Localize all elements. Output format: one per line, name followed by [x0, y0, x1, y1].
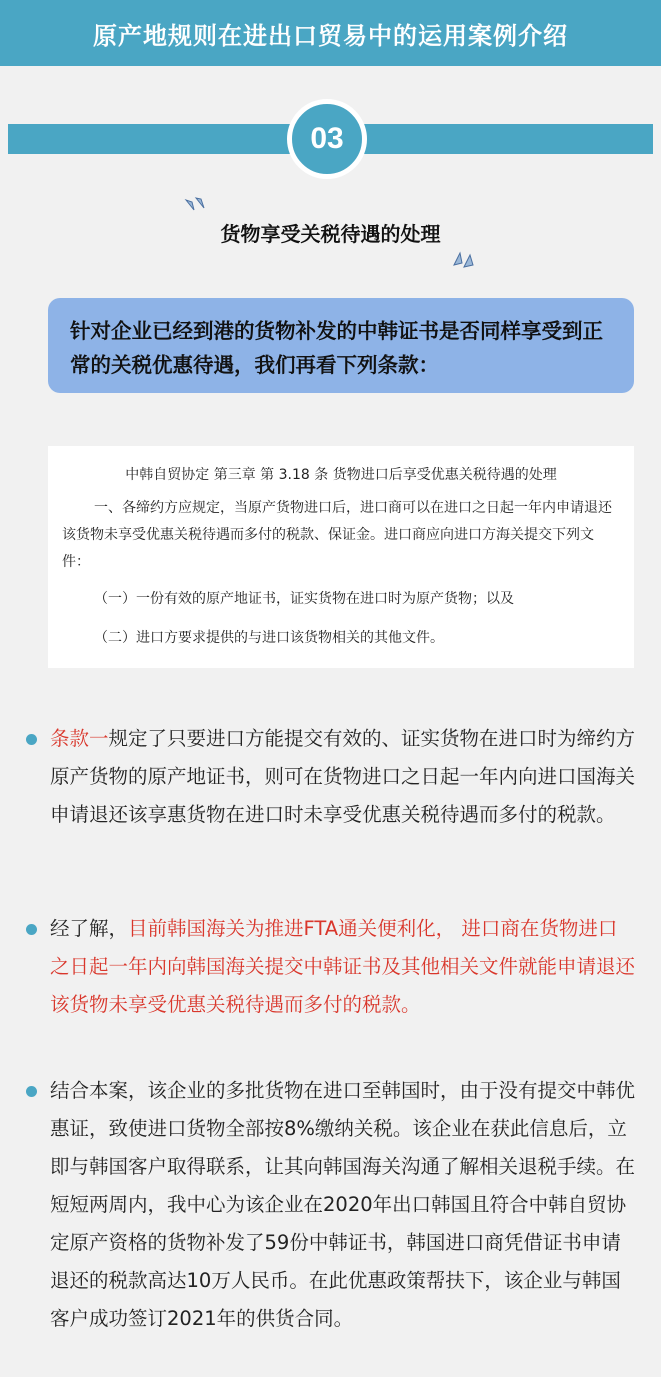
- bullet-paragraph: [26, 720, 636, 834]
- treaty-quote: [48, 446, 634, 668]
- callout-text: 针对企业已经到港的货物补发的中韩证书是否同样享受到正常的关税优惠待遇，我们再看下列条款：: [70, 319, 603, 377]
- bullet-dot-icon: [26, 1086, 37, 1097]
- highlight-text: 目前韩国海关为推进FTA通关便利化， 进口商在货物进口之日起一年内向韩国海关提交中韩证书及其他相关文件就能申请退还该货物未享受优惠关税待遇而多付的税款。: [50, 917, 636, 1016]
- body-text: 规定了只要进口方能提交有效的、证实货物在进口时为缔约方原产货物的原产地证书，则可在货物进口之日起一年内向进口国海关申请退还该享惠货物在进口时未享受优惠关税待遇而多付的税款。: [50, 727, 636, 826]
- bullet-paragraph: [26, 1072, 636, 1338]
- callout-box: [48, 298, 634, 393]
- highlight-text: 条款一: [50, 727, 109, 750]
- sparkle-icon: [184, 196, 212, 218]
- body-text: 结合本案，该企业的多批货物在进口至韩国时，由于没有提交中韩优惠证，致使进口货物全部按8%缴纳关税。该企业在获此信息后，立即与韩国客户取得联系，让其向韩国海关沟通了解相关退税手续。在短短两周内，我中心为该企业在2020年出口韩国且符合中韩自贸协定原产资格的货物补发了59份中韩证书，韩国进口商凭借证书申请退还的税款高达10万人民币。在此优惠政策帮扶下，该企业与韩国客户成功签订2021年的供货合同。: [50, 1079, 636, 1330]
- section-subtitle: 货物享受关税待遇的处理: [220, 222, 441, 246]
- quote-title: 中韩自贸协定 第三章 第 3.18 条 货物进口后享受优惠关税待遇的处理: [125, 467, 557, 483]
- page-title: 原产地规则在进出口贸易中的运用案例介绍: [93, 21, 568, 50]
- quote-item: （二）进口方要求提供的与进口该货物相关的其他文件。: [94, 630, 444, 646]
- bullet-paragraph: [26, 910, 636, 1024]
- sparkle-icon: [450, 247, 478, 269]
- header-banner: [0, 0, 661, 66]
- quote-item: （一）一份有效的原产地证书，证实货物在进口时为原产货物；以及: [94, 591, 514, 607]
- quote-paragraph: 一、各缔约方应规定，当原产货物进口后，进口商可以在进口之日起一年内申请退还该货物未享受优惠关税待遇而多付的税款、保证金。进口商应向进口方海关提交下列文件：: [62, 500, 612, 570]
- section-number-badge: 03: [287, 99, 367, 179]
- bullet-dot-icon: [26, 734, 37, 745]
- bullet-dot-icon: [26, 924, 37, 935]
- body-text: 经了解，: [50, 917, 129, 940]
